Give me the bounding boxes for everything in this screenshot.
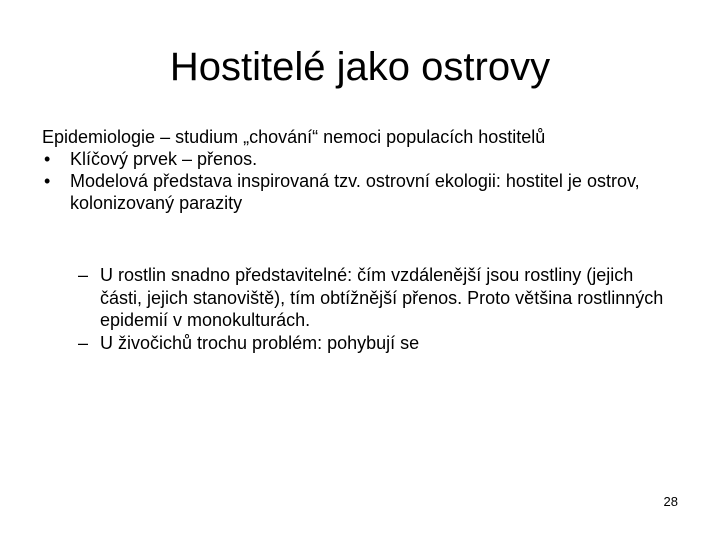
bullet-text: Klíčový prvek – přenos. [70,149,258,169]
bullet-item [42,148,682,170]
sub-bullet-marker: – [78,332,89,353]
page-number: 28 [663,494,678,509]
sub-bullet-item [78,264,668,332]
bullet-marker: • [44,171,51,191]
bullet-marker: • [44,149,51,169]
bullet-text: Modelová představa inspirovaná tzv. ostrovní ekologii: hostitel je ostrov, kolonizovaný parazity [70,171,640,213]
sub-bullet-list [78,264,668,354]
bullet-list [42,148,682,214]
intro-line: Epidemiologie – studium „chování“ nemoci populacích hostitelů [42,127,546,147]
slide-title: Hostitelé jako ostrovy [169,45,551,89]
slide-body [42,126,682,214]
sub-bullet-text: U živočichů trochu problém: pohybují se [100,332,420,353]
bullet-item [42,170,682,214]
sub-bullet-marker: – [78,265,89,285]
sub-bullet-item [78,332,668,355]
sub-bullet-text: U rostlin snadno představitelné: čím vzdálenější jsou rostliny (jejich části, jejich stanoviště), tím obtížnější přenos. Proto většina rostlinných epidemií v monokulturách. [100,265,664,330]
